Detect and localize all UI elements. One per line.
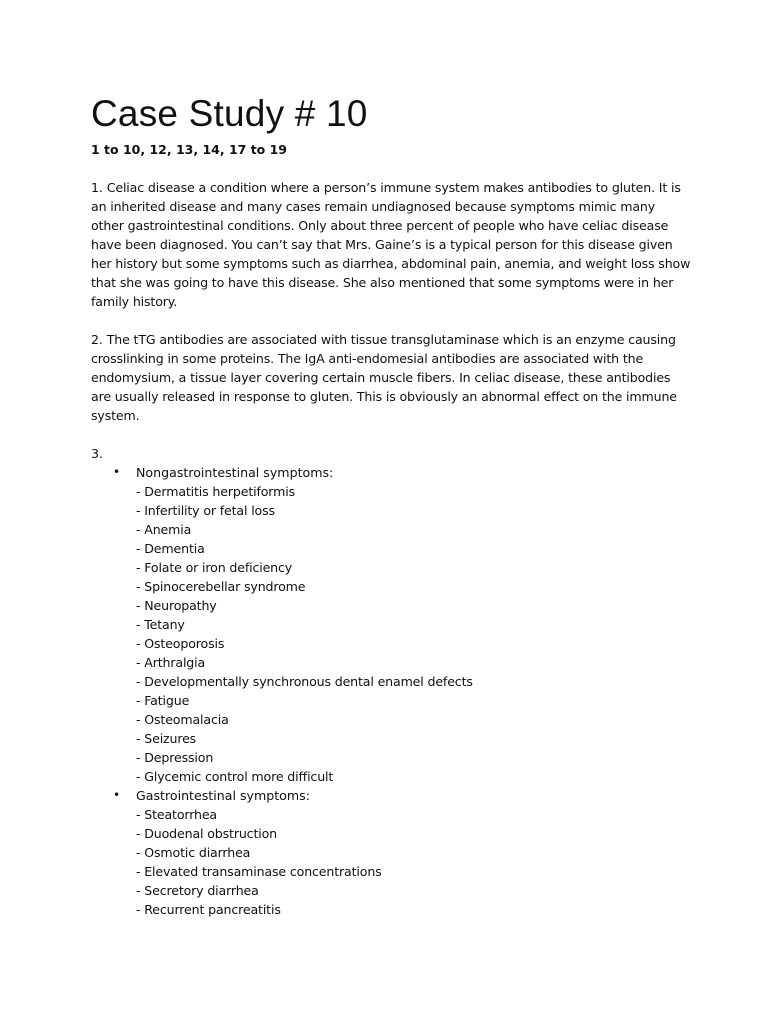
symptom-group-heading: Nongastrointestinal symptoms: bbox=[136, 465, 334, 480]
list-item: - Arthralgia bbox=[136, 655, 206, 670]
list-item: - Fatigue bbox=[136, 693, 190, 708]
list-item: - Steatorrhea bbox=[136, 807, 217, 822]
list-item: - Osteomalacia bbox=[136, 712, 229, 727]
list-item: - Secretory diarrhea bbox=[136, 883, 259, 898]
answer-text: The tTG antibodies are associated with tissue transglutaminase which is an enzyme causing crosslinking in some proteins. The IgA anti-endomesial antibodies are associated with the endomysium, a tissue layer covering certain muscle fibers. In celiac disease, these antibodies are usually released in response to gluten. This is obviously an abnormal effect on the immune system. bbox=[91, 332, 677, 423]
answer-number: 2. bbox=[91, 332, 103, 347]
list-item: - Neuropathy bbox=[136, 598, 217, 613]
list-item: - Dementia bbox=[136, 541, 205, 556]
answer-number: 1. bbox=[91, 180, 103, 195]
list-item: - Anemia bbox=[136, 522, 192, 537]
answer-3-number: 3. bbox=[91, 446, 104, 461]
list-item: - Osmotic diarrhea bbox=[136, 845, 251, 860]
question-range: 1 to 10, 12, 13, 14, 17 to 19 bbox=[91, 142, 288, 157]
list-item: - Depression bbox=[136, 750, 214, 765]
list-item: - Dermatitis herpetiformis bbox=[136, 484, 295, 499]
list-item: - Seizures bbox=[136, 731, 197, 746]
symptom-items bbox=[136, 482, 691, 786]
list-item: - Duodenal obstruction bbox=[136, 826, 277, 841]
list-item: - Elevated transaminase concentrations bbox=[136, 864, 382, 879]
bullet-icon: • bbox=[113, 465, 121, 479]
list-item: - Developmentally synchronous dental enamel defects bbox=[136, 674, 473, 689]
symptom-items bbox=[136, 805, 691, 919]
answer-text: Celiac disease a condition where a person’s immune system makes antibodies to gluten. It is an inherited disease and many cases remain undiagnosed because symptoms mimic many other gastrointestinal conditions. Only about three percent of people who have celiac disease have been diagnosed. You can’t say that Mrs. Gaine’s is a typical person for this disease given her history but some symptoms such as diarrhea, abdominal pain, anemia, and weight loss show that she was going to have this disease. She also mentioned that some symptoms were in her family history. bbox=[91, 180, 691, 309]
list-item: - Spinocerebellar syndrome bbox=[136, 579, 306, 594]
answer-1 bbox=[91, 178, 691, 311]
list-item: - Recurrent pancreatitis bbox=[136, 902, 281, 917]
answer-2 bbox=[91, 330, 691, 425]
document-page bbox=[91, 92, 691, 919]
symptom-group-heading: Gastrointestinal symptoms: bbox=[136, 788, 310, 803]
symptom-group-nongastrointestinal bbox=[91, 463, 691, 786]
symptom-group-gastrointestinal bbox=[91, 786, 691, 919]
bullet-icon: • bbox=[113, 788, 121, 802]
list-item: - Tetany bbox=[136, 617, 185, 632]
list-item: - Infertility or fetal loss bbox=[136, 503, 275, 518]
list-item: - Glycemic control more difficult bbox=[136, 769, 334, 784]
list-item: - Osteoporosis bbox=[136, 636, 225, 651]
page-title: Case Study # 10 bbox=[91, 93, 368, 134]
symptom-list bbox=[91, 463, 691, 919]
list-item: - Folate or iron deficiency bbox=[136, 560, 293, 575]
